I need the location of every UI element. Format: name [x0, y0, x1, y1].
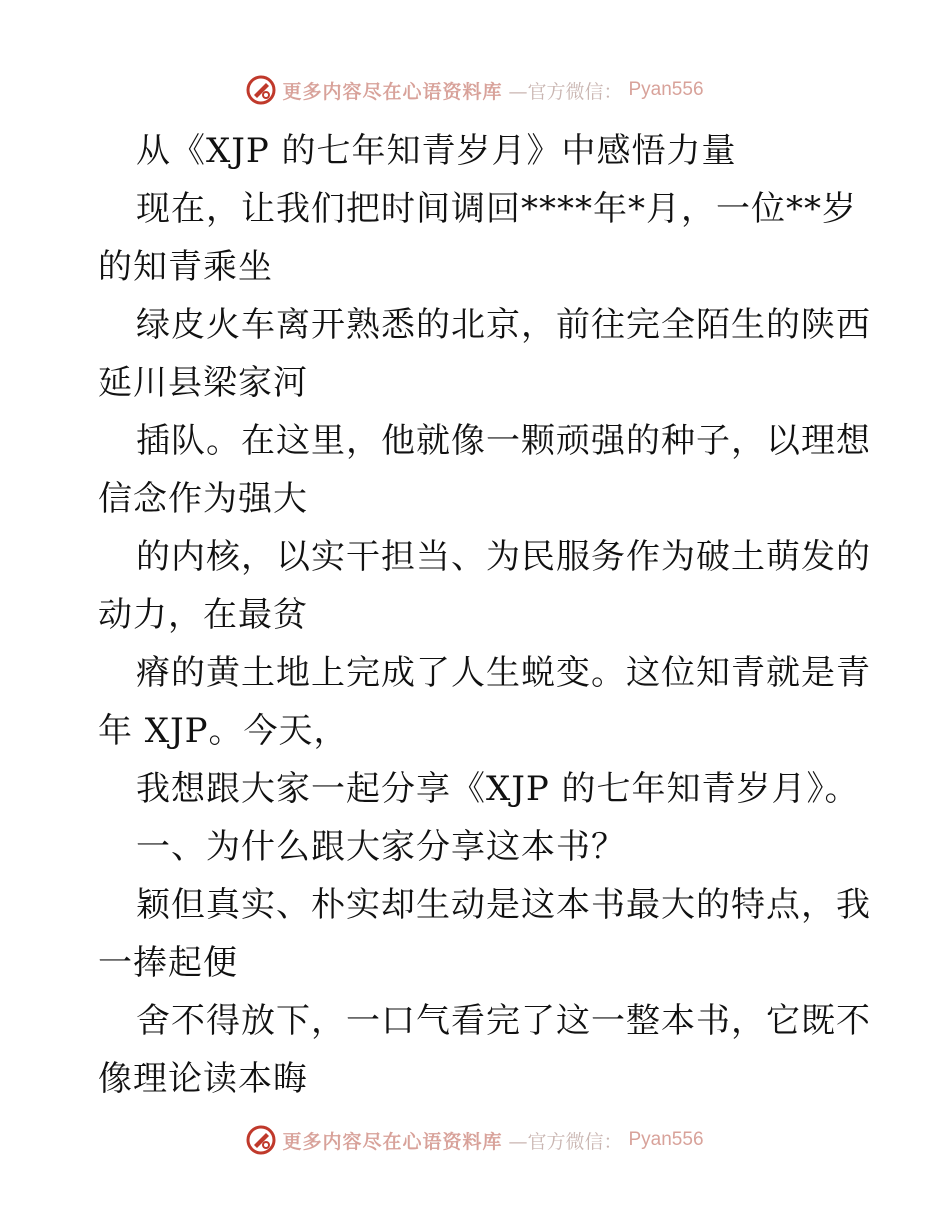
brand-logo-icon	[246, 1125, 276, 1155]
document-body	[98, 122, 871, 1108]
text-line: 的内核，以实干担当、为民服务作为破土萌发的	[136, 537, 871, 577]
text-line: 现在，让我们把时间调回****年*月，一位**岁	[136, 189, 857, 229]
text-line: 信念作为强大	[98, 479, 308, 519]
banner-sub-text: —官方微信：	[508, 80, 623, 103]
brand-logo-icon	[246, 75, 276, 105]
banner-sub-text: —官方微信：	[508, 1130, 623, 1153]
text-line: 从《XJP 的七年知青岁月》中感悟力量	[136, 131, 737, 171]
text-line: 一、为什么跟大家分享这本书？	[136, 827, 626, 867]
text-line: 我想跟大家一起分享《XJP 的七年知青岁月》。	[136, 769, 860, 809]
text-line: 的知青乘坐	[98, 247, 273, 287]
text-line: 延川县梁家河	[98, 363, 308, 403]
banner-wechat-id: Pyan556	[628, 1129, 704, 1150]
text-line: 舍不得放下，一口气看完了这一整本书，它既不	[136, 1001, 871, 1041]
banner-main-text: 更多内容尽在心语资料库	[282, 80, 503, 103]
text-line: 插队。在这里，他就像一颗顽强的种子，以理想	[136, 421, 871, 461]
text-line: 颖但真实、朴实却生动是这本书最大的特点，我	[136, 885, 871, 925]
text-line: 瘠的黄土地上完成了人生蜕变。这位知青就是青	[136, 653, 871, 693]
header-banner	[0, 70, 950, 110]
text-line: 像理论读本晦	[98, 1059, 308, 1099]
text-line: 年 XJP。今天，	[98, 711, 349, 751]
text-line: 动力，在最贫	[98, 595, 308, 635]
footer-banner	[0, 1120, 950, 1160]
text-line: 一捧起便	[98, 943, 238, 983]
text-line: 绿皮火车离开熟悉的北京，前往完全陌生的陕西	[136, 305, 871, 345]
banner-main-text: 更多内容尽在心语资料库	[282, 1130, 503, 1153]
banner-wechat-id: Pyan556	[628, 79, 704, 100]
